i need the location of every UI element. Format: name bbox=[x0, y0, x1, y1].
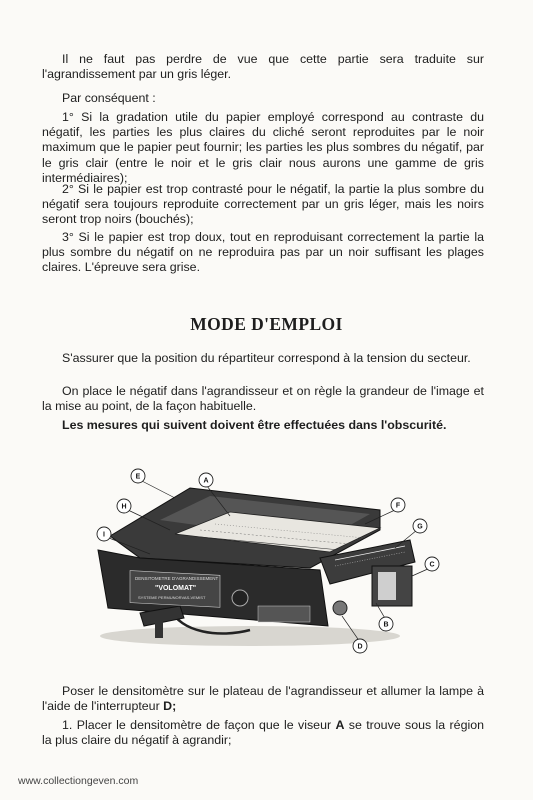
paragraph-place-text: Poser le densitomètre sur le plateau de l'agrandisseur et allumer la lampe à l'aide de l'interrupteur bbox=[42, 684, 484, 714]
label-b: B bbox=[383, 621, 389, 629]
densitometer-illustration bbox=[80, 458, 440, 658]
label-g: G bbox=[417, 523, 423, 531]
paragraph-case-2: 2° Si le papier est trop contrasté pour le négatif, la partie la plus sombre du négatif sera toujours reproduite correctement par un gris léger, mais les noirs seront trop noirs (bouchés); bbox=[42, 182, 484, 227]
step-1-text-b: se trouve sous la région la plus claire du négatif à agrandir; bbox=[42, 718, 485, 748]
plug-prong bbox=[155, 618, 163, 638]
paragraph-place-densitometer bbox=[42, 684, 484, 714]
paragraph-case-3: 3° Si le papier est trop doux, tout en reproduisant correctement la partie la plus sombre du négatif on ne reproduira pas par un noir suffisant les plages claires. L'épreuve sera grise. bbox=[42, 230, 484, 275]
plate-line-1: DENSITOMETRE D'AGRANDISSEMENT bbox=[135, 576, 219, 581]
label-i: I bbox=[103, 531, 105, 539]
label-d: D bbox=[357, 643, 363, 651]
label-a: A bbox=[203, 477, 209, 485]
paragraph-step-1 bbox=[42, 718, 484, 748]
label-c: C bbox=[429, 561, 435, 569]
plate-device-name: "VOLOMAT" bbox=[155, 585, 197, 592]
label-h: H bbox=[121, 503, 127, 511]
side-plate bbox=[258, 606, 310, 622]
plate-line-2: SYSTEME PERMUNORVAS-VEMIST bbox=[138, 595, 206, 600]
label-e: E bbox=[135, 473, 141, 481]
front-knob bbox=[232, 590, 248, 606]
paragraph-negative: On place le négatif dans l'agrandisseur et on règle la grandeur de l'image et la mise au point, de la façon habituelle. bbox=[42, 384, 484, 414]
paragraph-consequence: Par conséquent : bbox=[62, 91, 156, 105]
footer-url: www.collectiongeven.com bbox=[18, 775, 139, 787]
viewer-letter-a: A bbox=[335, 718, 345, 732]
paragraph-case-1: 1° Si la gradation utile du papier employé correspond au contraste du négatif, les parties les plus claires du cliché seront reproduites par le noir maximum que le papier peut fournir; les parties les plus sombres du négatif, par le gris clair (entre le noir et le gris clair nous aurons une gamme de gris intermédiaires); bbox=[42, 110, 484, 185]
paragraph-darkness-warning: Les mesures qui suivent doivent être effectuées dans l'obscurité. bbox=[62, 418, 447, 432]
switch-knob bbox=[333, 601, 347, 615]
label-f: F bbox=[395, 502, 401, 510]
paragraph-voltage: S'assurer que la position du répartiteur correspond à la tension du secteur. bbox=[62, 351, 471, 365]
paragraph-intro: Il ne faut pas perdre de vue que cette partie sera traduite sur l'agrandissement par un gris léger. bbox=[42, 52, 484, 82]
step-1-text-a: 1. Placer le densitomètre de façon que le viseur bbox=[62, 718, 336, 732]
section-heading: MODE D'EMPLOI bbox=[190, 314, 343, 334]
switch-letter-d: D; bbox=[163, 699, 177, 714]
viewer-window bbox=[378, 572, 396, 600]
